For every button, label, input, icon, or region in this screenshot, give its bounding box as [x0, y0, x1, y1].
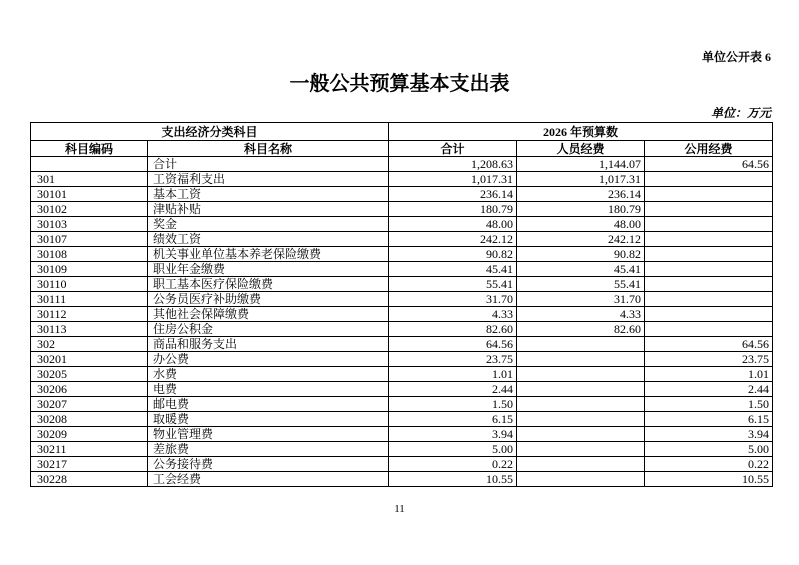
subject-name-cell: 奖金	[148, 217, 389, 232]
total-cell: 5.00	[389, 442, 517, 457]
public-expense-cell	[645, 202, 773, 217]
subject-code-cell: 30201	[31, 352, 148, 367]
subject-name-cell: 职业年金缴费	[148, 262, 389, 277]
total-cell: 242.12	[389, 232, 517, 247]
personnel-expense-cell: 82.60	[517, 322, 645, 337]
header-columns-row	[31, 141, 773, 157]
total-cell: 90.82	[389, 247, 517, 262]
subject-code-cell: 30205	[31, 367, 148, 382]
total-cell: 1.50	[389, 397, 517, 412]
page-title: 一般公共预算基本支出表	[289, 73, 510, 95]
total-cell: 10.55	[389, 472, 517, 487]
table-row	[31, 247, 773, 262]
subject-code-cell: 30211	[31, 442, 148, 457]
header-group-subject: 支出经济分类科目	[31, 123, 389, 141]
personnel-expense-cell: 1,017.31	[517, 172, 645, 187]
personnel-expense-cell: 90.82	[517, 247, 645, 262]
total-cell: 23.75	[389, 352, 517, 367]
table-row	[31, 262, 773, 277]
public-expense-cell: 6.15	[645, 412, 773, 427]
personnel-expense-cell	[517, 442, 645, 457]
unit-label: 单位：万元	[710, 106, 771, 120]
table-row	[31, 337, 773, 352]
personnel-expense-cell: 55.41	[517, 277, 645, 292]
subject-name-cell: 电费	[148, 382, 389, 397]
table-row	[31, 217, 773, 232]
table-row	[31, 352, 773, 367]
personnel-expense-cell: 4.33	[517, 307, 645, 322]
subject-name-cell: 合计	[148, 157, 389, 172]
public-expense-cell: 10.55	[645, 472, 773, 487]
subject-code-cell: 30112	[31, 307, 148, 322]
table-row	[31, 412, 773, 427]
header-col-public: 公用经费	[645, 141, 773, 157]
personnel-expense-cell	[517, 472, 645, 487]
subject-code-cell: 30108	[31, 247, 148, 262]
table-row	[31, 397, 773, 412]
table-body	[31, 157, 773, 487]
total-cell: 0.22	[389, 457, 517, 472]
subject-code-cell: 30206	[31, 382, 148, 397]
subject-code-cell: 30228	[31, 472, 148, 487]
table-row	[31, 202, 773, 217]
public-expense-cell	[645, 172, 773, 187]
subject-code-cell	[31, 157, 148, 172]
total-cell: 2.44	[389, 382, 517, 397]
table-row	[31, 232, 773, 247]
personnel-expense-cell: 236.14	[517, 187, 645, 202]
subject-name-cell: 取暖费	[148, 412, 389, 427]
personnel-expense-cell	[517, 457, 645, 472]
total-cell: 1.01	[389, 367, 517, 382]
subject-code-cell: 302	[31, 337, 148, 352]
public-expense-cell: 23.75	[645, 352, 773, 367]
total-cell: 31.70	[389, 292, 517, 307]
table-row	[31, 322, 773, 337]
total-cell: 45.41	[389, 262, 517, 277]
subject-name-cell: 住房公积金	[148, 322, 389, 337]
public-expense-cell: 2.44	[645, 382, 773, 397]
total-cell: 180.79	[389, 202, 517, 217]
personnel-expense-cell: 45.41	[517, 262, 645, 277]
subject-name-cell: 津贴补贴	[148, 202, 389, 217]
total-cell: 6.15	[389, 412, 517, 427]
personnel-expense-cell: 242.12	[517, 232, 645, 247]
personnel-expense-cell	[517, 352, 645, 367]
table-row	[31, 172, 773, 187]
total-cell: 55.41	[389, 277, 517, 292]
header-col-name: 科目名称	[148, 141, 389, 157]
page-number: 11	[394, 503, 405, 515]
subject-code-cell: 30110	[31, 277, 148, 292]
subject-code-cell: 30107	[31, 232, 148, 247]
subject-name-cell: 公务员医疗补助缴费	[148, 292, 389, 307]
subject-code-cell: 30207	[31, 397, 148, 412]
subject-name-cell: 办公费	[148, 352, 389, 367]
personnel-expense-cell: 1,144.07	[517, 157, 645, 172]
header-group-row	[31, 123, 773, 141]
public-expense-cell: 3.94	[645, 427, 773, 442]
table-row	[31, 277, 773, 292]
subject-name-cell: 基本工资	[148, 187, 389, 202]
table-row	[31, 427, 773, 442]
subject-code-cell: 30103	[31, 217, 148, 232]
public-expense-cell: 1.01	[645, 367, 773, 382]
public-expense-cell: 64.56	[645, 337, 773, 352]
personnel-expense-cell: 48.00	[517, 217, 645, 232]
personnel-expense-cell	[517, 427, 645, 442]
public-expense-cell: 5.00	[645, 442, 773, 457]
subject-name-cell: 机关事业单位基本养老保险缴费	[148, 247, 389, 262]
subject-name-cell: 职工基本医疗保险缴费	[148, 277, 389, 292]
subject-name-cell: 物业管理费	[148, 427, 389, 442]
public-expense-cell	[645, 247, 773, 262]
subject-name-cell: 工会经费	[148, 472, 389, 487]
table-row	[31, 292, 773, 307]
table-row	[31, 382, 773, 397]
subject-code-cell: 30217	[31, 457, 148, 472]
personnel-expense-cell	[517, 382, 645, 397]
total-cell: 4.33	[389, 307, 517, 322]
header-col-code: 科目编码	[31, 141, 148, 157]
public-expense-cell: 0.22	[645, 457, 773, 472]
total-cell: 64.56	[389, 337, 517, 352]
public-expense-cell	[645, 307, 773, 322]
subject-name-cell: 水费	[148, 367, 389, 382]
subject-name-cell: 其他社会保障缴费	[148, 307, 389, 322]
table-row	[31, 472, 773, 487]
total-cell: 1,208.63	[389, 157, 517, 172]
subject-code-cell: 30109	[31, 262, 148, 277]
table-row	[31, 157, 773, 172]
subject-code-cell: 30102	[31, 202, 148, 217]
total-cell: 1,017.31	[389, 172, 517, 187]
public-expense-cell	[645, 187, 773, 202]
public-expense-cell	[645, 232, 773, 247]
personnel-expense-cell	[517, 397, 645, 412]
subject-name-cell: 绩效工资	[148, 232, 389, 247]
public-expense-cell	[645, 277, 773, 292]
total-cell: 48.00	[389, 217, 517, 232]
table-row	[31, 187, 773, 202]
header-col-total: 合计	[389, 141, 517, 157]
subject-code-cell: 301	[31, 172, 148, 187]
subject-code-cell: 30209	[31, 427, 148, 442]
subject-name-cell: 商品和服务支出	[148, 337, 389, 352]
total-cell: 82.60	[389, 322, 517, 337]
public-expense-cell	[645, 262, 773, 277]
subject-name-cell: 差旅费	[148, 442, 389, 457]
subject-code-cell: 30113	[31, 322, 148, 337]
public-expense-cell	[645, 217, 773, 232]
total-cell: 236.14	[389, 187, 517, 202]
total-cell: 3.94	[389, 427, 517, 442]
subject-name-cell: 工资福利支出	[148, 172, 389, 187]
table-row	[31, 367, 773, 382]
personnel-expense-cell	[517, 412, 645, 427]
public-expense-cell: 64.56	[645, 157, 773, 172]
table-row	[31, 307, 773, 322]
subject-code-cell: 30101	[31, 187, 148, 202]
subject-code-cell: 30111	[31, 292, 148, 307]
corner-label: 单位公开表 6	[701, 50, 771, 64]
personnel-expense-cell: 180.79	[517, 202, 645, 217]
header-group-budget-2026: 2026 年预算数	[389, 123, 773, 141]
subject-name-cell: 邮电费	[148, 397, 389, 412]
public-expense-cell	[645, 292, 773, 307]
public-expense-cell	[645, 322, 773, 337]
header-col-personnel: 人员经费	[517, 141, 645, 157]
table-row	[31, 442, 773, 457]
personnel-expense-cell	[517, 337, 645, 352]
table-row	[31, 457, 773, 472]
personnel-expense-cell: 31.70	[517, 292, 645, 307]
subject-name-cell: 公务接待费	[148, 457, 389, 472]
subject-code-cell: 30208	[31, 412, 148, 427]
table-header	[31, 123, 773, 157]
public-expense-cell: 1.50	[645, 397, 773, 412]
personnel-expense-cell	[517, 367, 645, 382]
budget-table	[30, 122, 773, 487]
